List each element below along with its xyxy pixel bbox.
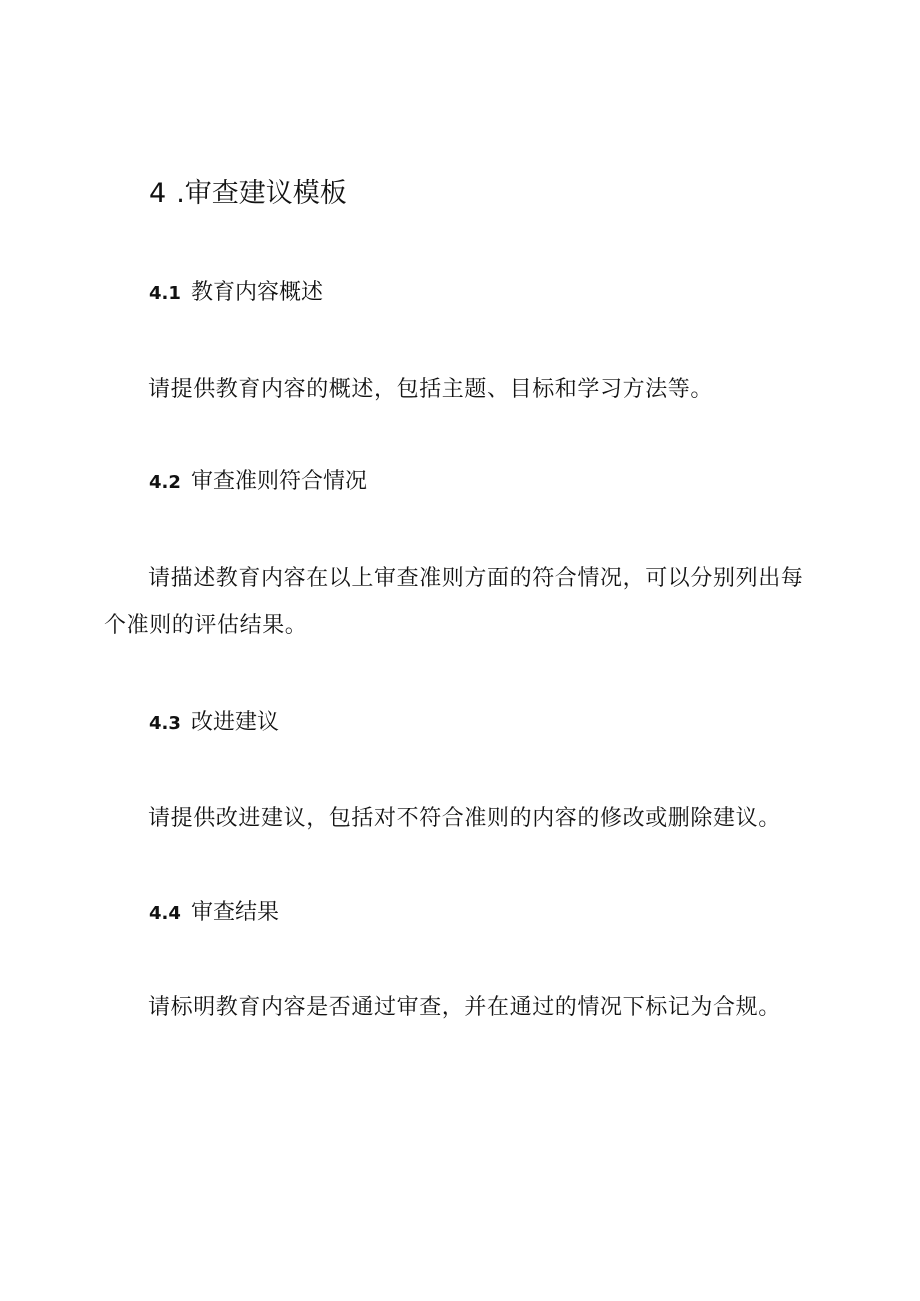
subsection-title: 改进建议 (191, 710, 280, 735)
subsection-heading-4-3 (149, 707, 279, 740)
subsection-heading-4-1 (149, 277, 323, 310)
section-title: .审查建议模板 (176, 178, 347, 209)
section-number: 4 (149, 178, 167, 209)
subsection-number: 4.3 (149, 713, 181, 734)
subsection-title: 审查结果 (191, 900, 280, 925)
subsection-title: 教育内容概述 (191, 280, 324, 305)
subsection-heading-4-2 (149, 466, 367, 499)
paragraph-4-3: 请提供改进建议，包括对不符合准则的内容的修改或删除建议。 (148, 806, 781, 831)
paragraph-4-1: 请提供教育内容的概述，包括主题、目标和学习方法等。 (148, 377, 714, 402)
subsection-number: 4.1 (149, 283, 181, 304)
subsection-heading-4-4 (149, 897, 279, 930)
paragraph-4-4: 请标明教育内容是否通过审查，并在通过的情况下标记为合规。 (148, 995, 781, 1020)
subsection-number: 4.4 (149, 903, 181, 924)
subsection-title: 审查准则符合情况 (191, 469, 368, 494)
subsection-number: 4.2 (149, 472, 181, 493)
paragraph-4-2: 请描述教育内容在以上审查准则方面的符合情况，可以分别列出每个准则的评估结果。 (104, 566, 804, 638)
section-heading (149, 174, 347, 214)
